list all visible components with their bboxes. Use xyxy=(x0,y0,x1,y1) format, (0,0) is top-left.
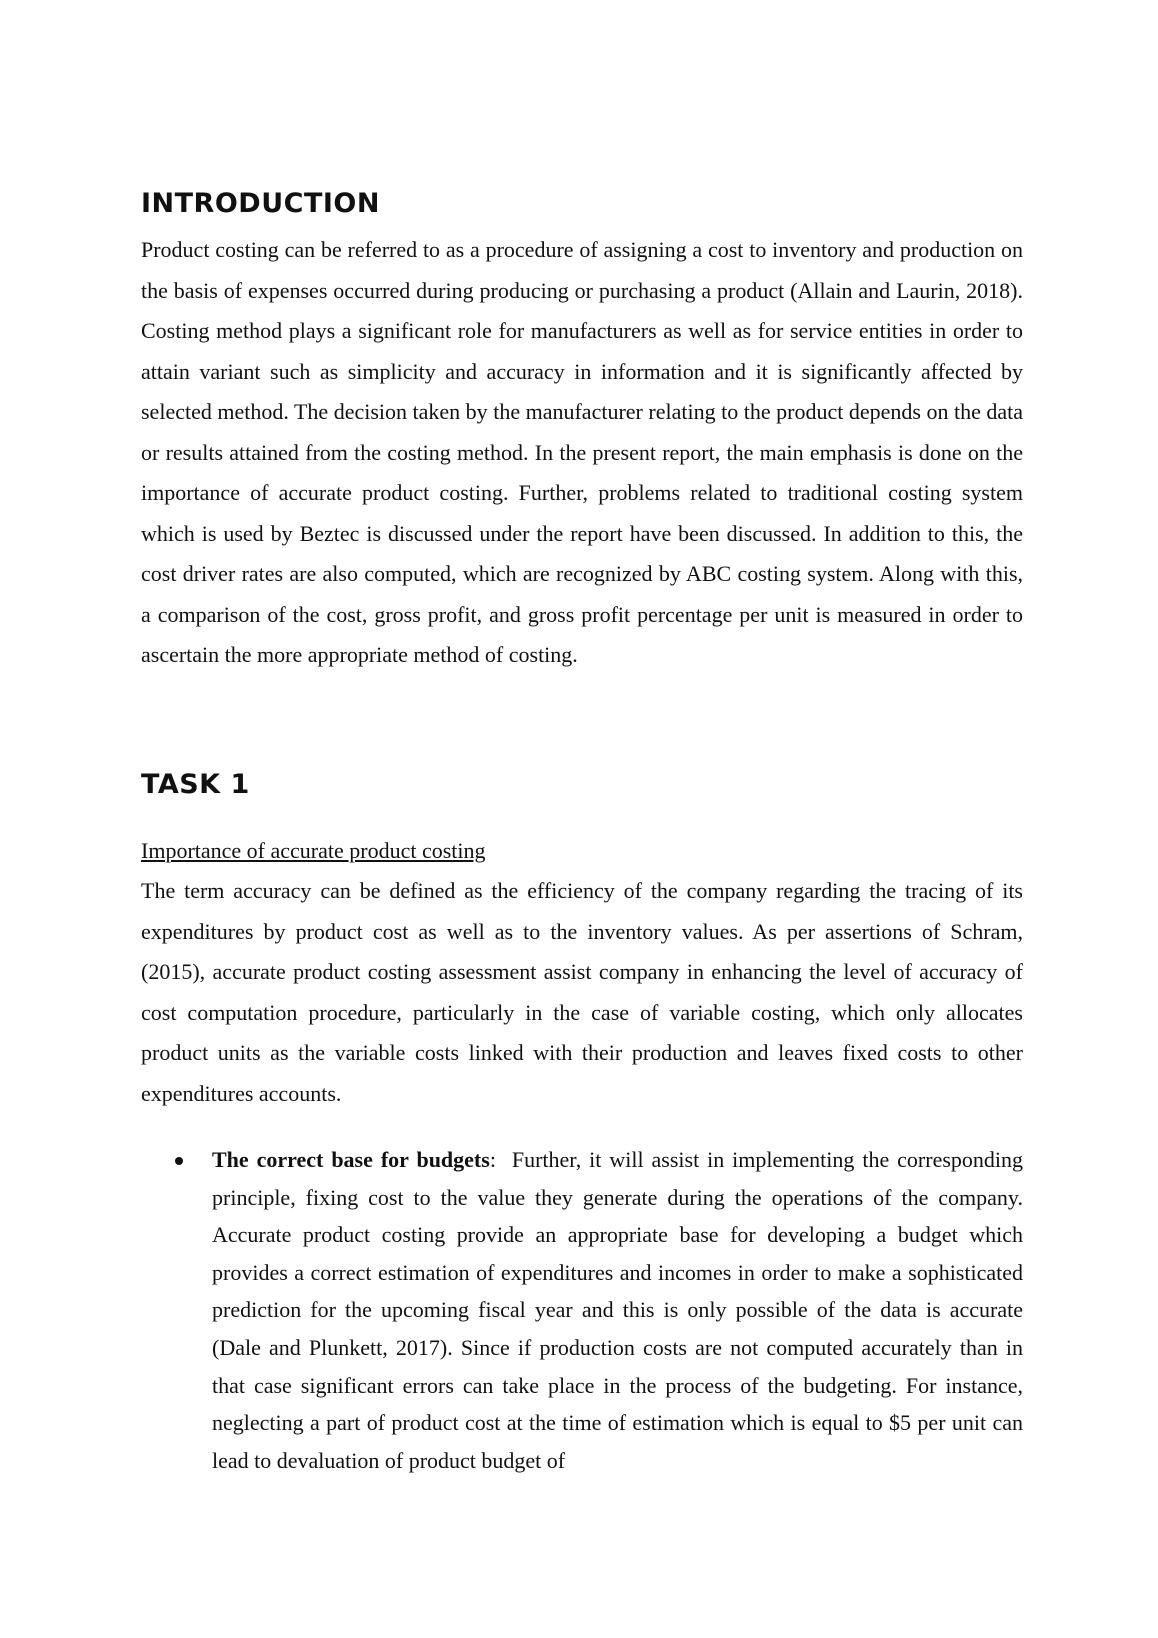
bullet-separator: : xyxy=(489,1147,496,1172)
accurate-costing-subheading: Importance of accurate product costing xyxy=(141,838,486,863)
bullet-body: Further, it will assist in implementing the corresponding principle, fixing cost to the value they generate during the operations of the company. Accurate product costing provide an appropriate base for developing a budget which provides a correct estimation of expenditures and incomes in order to make a sophisticated prediction for the upcoming fiscal year and this is only possible of the data is accurate (Dale and Plunkett, 2017). Since if production costs are not computed accurately than in that case significant errors can take place in the process of the budgeting. For instance, neglecting a part of product cost at the time of estimation which is equal to $5 per unit can lead to devaluation of product budget of xyxy=(212,1147,1024,1473)
bullet-lead: The correct base for budgets xyxy=(212,1147,490,1172)
task-1-heading: TASK 1 xyxy=(141,769,250,800)
accuracy-paragraph: The term accuracy can be defined as the efficiency of the company regarding the tracing of its expenditures by product cost as well as to the inventory values. As per assertions of Schram, (2015), accurate product costing assessment assist company in enhancing the level of accuracy of cost computation procedure, particularly in the case of variable costing, which only allocates product units as the variable costs linked with their production and leaves fixed costs to other expenditures accounts. xyxy=(141,878,1023,1106)
list-item xyxy=(141,1141,1023,1479)
introduction-heading: INTRODUCTION xyxy=(141,188,380,219)
bullet-text xyxy=(212,1141,1023,1479)
introduction-paragraph: Product costing can be referred to as a procedure of assigning a cost to inventory and production on the basis of expenses occurred during producing or purchasing a product (Allain and Laurin, 2018). Costing method plays a significant role for manufacturers as well as for service entities in order to attain variant such as simplicity and accuracy in information and it is significantly affected by selected method. The decision taken by the manufacturer relating to the product depends on the data or results attained from the costing method. In the present report, the main emphasis is done on the importance of accurate product costing. Further, problems related to traditional costing system which is used by Beztec is discussed under the report have been discussed. In addition to this, the cost driver rates are also computed, which are recognized by ABC costing system. Along with this, a comparison of the cost, gross profit, and gross profit percentage per unit is measured in order to ascertain the more appropriate method of costing. xyxy=(141,237,1023,667)
bullet-list xyxy=(141,1141,1023,1479)
bullet-icon xyxy=(175,1157,183,1165)
